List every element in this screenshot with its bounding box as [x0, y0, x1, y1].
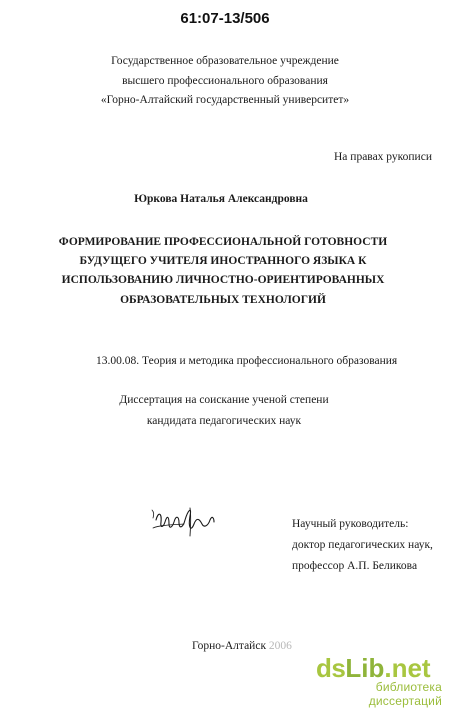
rights-note: На правах рукописи: [334, 151, 432, 163]
dslib-watermark: [316, 654, 442, 708]
handwritten-signature: [150, 498, 220, 540]
supervisor-block: [292, 514, 433, 577]
city-year: [192, 640, 292, 652]
institution-name: «Горно-Алтайский государственный университет»: [100, 94, 350, 106]
watermark-tagline: библиотека диссертаций: [368, 680, 442, 708]
supervisor-label: Научный руководитель:: [292, 518, 409, 530]
title-line: ИСПОЛЬЗОВАНИЮ ЛИЧНОСТНО-ОРИЕНТИРОВАННЫХ: [61, 274, 385, 287]
year: 2006: [268, 640, 292, 652]
title-line: ОБРАЗОВАТЕЛЬНЫХ ТЕХНОЛОГИЙ: [120, 293, 326, 306]
title-line: ФОРМИРОВАНИЕ ПРОФЕССИОНАЛЬНОЙ ГОТОВНОСТИ: [58, 236, 388, 248]
supervisor-degree: доктор педагогических наук,: [292, 539, 433, 551]
document-code: 61:07-13/506: [180, 10, 270, 27]
degree-block: [0, 390, 448, 432]
dslib-logo: [316, 654, 442, 682]
logo-ds: ds: [316, 653, 346, 683]
author-name: Юркова Наталья Александровна: [134, 193, 308, 205]
institution-line: Государственное образовательное учреждение: [111, 55, 339, 67]
title-line: БУДУЩЕГО УЧИТЕЛЯ ИНОСТРАННОГО ЯЗЫКА К: [79, 255, 367, 268]
institution-line: высшего профессионального образования: [122, 74, 328, 87]
city-name: Горно-Алтайск: [192, 640, 269, 652]
degree-line: Диссертация на соискание ученой степени: [119, 394, 329, 406]
institution-block: [0, 52, 450, 111]
logo-net: .net: [384, 653, 431, 683]
dissertation-title: [0, 233, 446, 310]
degree-line: кандидата педагогических наук: [146, 415, 302, 427]
specialty-code: 13.00.08. Теория и методика профессионального образования: [96, 355, 398, 367]
logo-lib: Lib: [345, 653, 385, 683]
supervisor-name: профессор А.П. Беликова: [292, 560, 418, 572]
